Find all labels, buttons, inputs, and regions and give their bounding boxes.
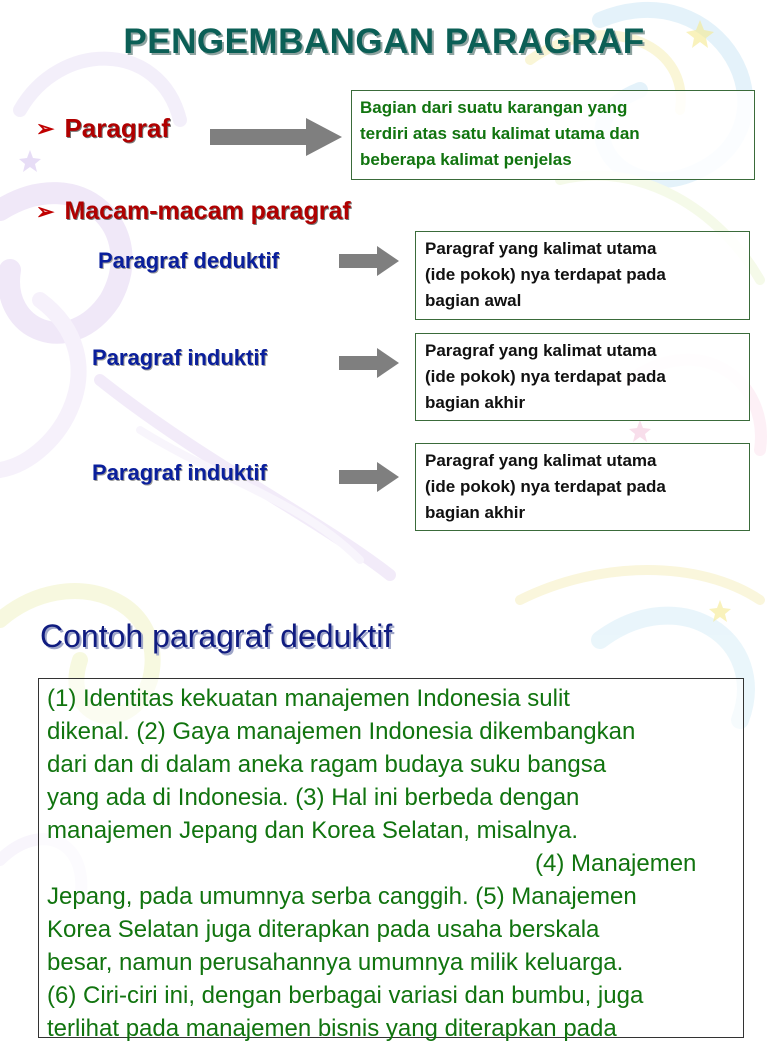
example-paragraph-box xyxy=(38,678,744,1042)
arrow-bullet-icon: ➢ xyxy=(36,115,55,141)
definition-line: Bagian dari suatu karangan yang xyxy=(360,98,628,117)
paragraf-label: Paragraf xyxy=(64,113,170,143)
definition-box xyxy=(351,90,755,180)
paragraph-line: Jepang, pada umumnya serba canggih. (5) Manajemen xyxy=(47,883,637,910)
type-label-induktif: Paragraf induktif xyxy=(92,460,267,485)
right-arrow-icon xyxy=(339,462,399,492)
type-desc-line: (ide pokok) nya terdapat pada xyxy=(425,477,666,496)
right-arrow-icon xyxy=(339,246,399,276)
paragraph-line: (6) Ciri-ciri ini, dengan berbagai variasi dan bumbu, juga xyxy=(47,982,644,1009)
type-desc-line: Paragraf yang kalimat utama xyxy=(425,239,657,258)
type-desc-line: Paragraf yang kalimat utama xyxy=(425,451,657,470)
type-desc-line: Paragraf yang kalimat utama xyxy=(425,341,657,360)
type-desc-box xyxy=(415,443,750,531)
type-desc-line: (ide pokok) nya terdapat pada xyxy=(425,367,666,386)
paragraph-line: manajemen Jepang dan Korea Selatan, misalnya. xyxy=(47,817,578,844)
paragraph-line: dikenal. (2) Gaya manajemen Indonesia dikembangkan xyxy=(47,718,636,745)
paragraph-line: (4) Manajemen xyxy=(535,850,697,877)
type-desc-line: (ide pokok) nya terdapat pada xyxy=(425,265,666,284)
paragraph-line: Korea Selatan juga diterapkan pada usaha berskala xyxy=(47,916,600,943)
bullet-types-heading xyxy=(36,197,351,226)
type-label-deduktif: Paragraf deduktif xyxy=(98,248,279,273)
example-title: Contoh paragraf deduktif xyxy=(40,618,393,654)
type-desc-box xyxy=(415,333,750,421)
paragraph-line: yang ada di Indonesia. (3) Hal ini berbeda dengan xyxy=(47,784,580,811)
type-label-induktif: Paragraf induktif xyxy=(92,345,267,370)
arrow-bullet-icon: ➢ xyxy=(36,198,55,224)
slide-deductive-example xyxy=(0,580,768,1042)
right-arrow-icon xyxy=(339,348,399,378)
types-heading: Macam-macam paragraf xyxy=(64,197,351,225)
paragraph-line: (1) Identitas kekuatan manajemen Indonesia sulit xyxy=(47,685,570,712)
definition-line: beberapa kalimat penjelas xyxy=(360,150,572,169)
type-desc-line: bagian akhir xyxy=(425,393,526,412)
bullet-paragraf xyxy=(36,113,170,144)
type-desc-line: bagian awal xyxy=(425,291,522,310)
paragraph-line: dari dan di dalam aneka ragam budaya suku bangsa xyxy=(47,751,607,778)
right-arrow-icon xyxy=(210,118,342,156)
type-desc-line: bagian akhir xyxy=(425,503,526,522)
type-desc-box xyxy=(415,231,750,320)
definition-line: terdiri atas satu kalimat utama dan xyxy=(360,124,640,143)
slide-title: PENGEMBANGAN PARAGRAF xyxy=(123,22,645,61)
paragraph-line: besar, namun perusahannya umumnya milik keluarga. xyxy=(47,949,624,976)
paragraph-line: terlihat pada manajemen bisnis yang diterapkan pada xyxy=(47,1015,617,1042)
